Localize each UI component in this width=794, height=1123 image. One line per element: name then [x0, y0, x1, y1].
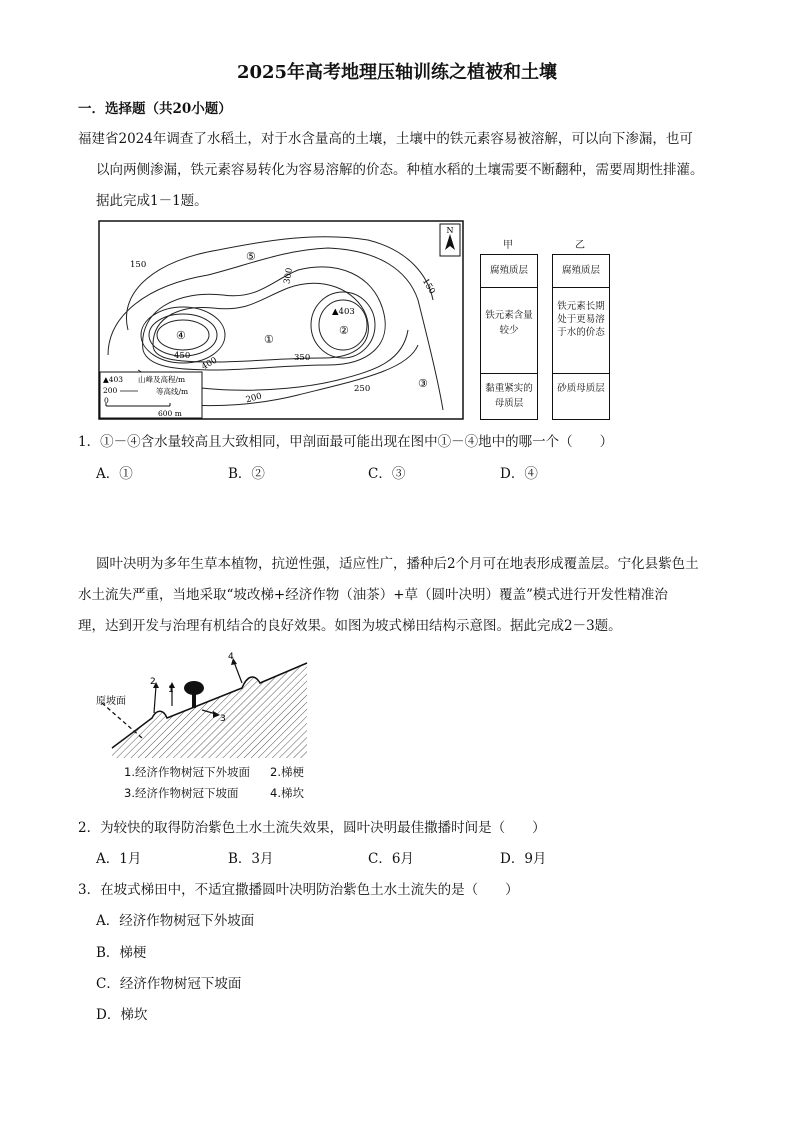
- profile-yi-layer-2: 铁元素长期处于更易溶于水的价态: [553, 288, 609, 374]
- slope-diagram: [92, 648, 312, 758]
- profile-jia-layer-3: 黏重紧实的母质层: [485, 383, 533, 409]
- north-label: N: [446, 226, 454, 235]
- slope-legend-1: 1.经济作物树冠下外坡面: [124, 765, 250, 779]
- passage-1-line-3: 据此完成1－1题。: [96, 193, 208, 209]
- question-1-stem: 1．①－④含水量较高且大致相同，甲剖面最可能出现在图中①－④地中的哪一个（ ）: [78, 434, 614, 450]
- contour-label: 200: [244, 391, 264, 406]
- question-3-option-c[interactable]: C．经济作物树冠下坡面: [96, 976, 242, 992]
- question-3-option-d[interactable]: D．梯坎: [96, 1007, 148, 1023]
- profile-jia-title: 甲: [503, 240, 513, 251]
- slope-legend-2: 2.梯梗: [270, 765, 304, 779]
- page-title: 2025年高考地理压轴训练之植被和土壤: [236, 62, 558, 83]
- question-2-option-b[interactable]: B．3月: [228, 851, 274, 867]
- area-marker-2: ②: [339, 324, 349, 337]
- question-2-stem: 2．为较快的取得防治紫色土水土流失效果，圆叶决明最佳撒播时间是（ ）: [78, 820, 546, 836]
- profile-jia-layer-2: 铁元素含量较少: [481, 288, 537, 374]
- contour-label: 400: [200, 355, 220, 373]
- question-1-option-d[interactable]: D．④: [500, 466, 538, 482]
- passage-1-line-1: 福建省2024年调查了水稻土，对于水含量高的土壤，土壤中的铁元素容易被溶解，可以向下渗漏，也可: [78, 131, 693, 147]
- profile-yi-layer-3: 砂质母质层: [557, 383, 605, 394]
- question-3-stem: 3．在坡式梯田中，不适宜撒播圆叶决明防治紫色土水土流失的是（ ）: [78, 882, 519, 898]
- profile-yi-title: 乙: [575, 240, 585, 251]
- passage-1-line-2: 以向两侧渗漏，铁元素容易转化为容易溶解的价态。种植水稻的土壤需要不断翻种，需要周期性排灌。: [96, 162, 704, 178]
- question-3-option-b[interactable]: B．梯梗: [96, 945, 147, 961]
- area-marker-4: ④: [176, 329, 186, 342]
- slope-legend-3: 3.经济作物树冠下坡面: [124, 786, 239, 800]
- contour-label: 300: [282, 267, 296, 285]
- contour-map: [98, 220, 464, 420]
- passage-2-line-3: 理，达到开发与治理有机结合的良好效果。如图为坡式梯田结构示意图。据此完成2－3题。: [78, 618, 622, 634]
- profile-jia-layer-1: 腐殖质层: [481, 255, 537, 288]
- question-2-option-d[interactable]: D．9月: [500, 851, 547, 867]
- legend-peak-label: 山峰及高程/m: [138, 375, 186, 384]
- passage-2-line-2: 水土流失严重，当地采取“坡改梯+经济作物（油茶）+草（圆叶决明）覆盖”模式进行开发性精准治: [78, 587, 668, 603]
- marker-1: 1: [168, 685, 174, 695]
- area-marker-3: ③: [418, 377, 428, 390]
- legend-scale-start: 0: [104, 396, 109, 405]
- question-2-option-a[interactable]: A．1月: [96, 851, 142, 867]
- contour-label: 150: [130, 260, 147, 270]
- question-2-option-c[interactable]: C．6月: [368, 851, 414, 867]
- contour-label: 350: [294, 353, 311, 363]
- contour-label: 250: [354, 384, 371, 394]
- profile-yi: [552, 254, 610, 420]
- legend-peak-symbol: ▲403: [103, 375, 124, 384]
- legend-contour-label: 等高线/m: [156, 387, 189, 396]
- slope-legend-4: 4.梯坎: [270, 786, 304, 800]
- profile-yi-layer-1: 腐殖质层: [553, 255, 609, 288]
- legend-contour-value: 200: [103, 386, 118, 395]
- marker-3: 3: [220, 714, 226, 724]
- question-1-option-a[interactable]: A．①: [96, 466, 133, 482]
- question-3-option-a[interactable]: A．经济作物树冠下外坡面: [96, 913, 255, 929]
- area-marker-1: ①: [264, 333, 274, 346]
- question-1-option-b[interactable]: B．②: [228, 466, 265, 482]
- contour-label: 450: [174, 351, 191, 361]
- profile-jia: [480, 254, 538, 420]
- peak-label: ▲403: [332, 307, 355, 317]
- section-heading: 一．选择题（共20小题）: [78, 101, 232, 117]
- contour-label: 150: [419, 277, 437, 297]
- marker-2: 2: [150, 677, 156, 687]
- area-marker-5: ⑤: [246, 250, 256, 263]
- passage-2-line-1: 圆叶决明为多年生草本植物，抗逆性强，适应性广，播种后2个月可在地表形成覆盖层。宁化县紫色土: [96, 556, 699, 572]
- original-slope-label: 原坡面: [96, 696, 126, 707]
- question-1-option-c[interactable]: C．③: [368, 466, 406, 482]
- legend-scale-end: 600 m: [158, 409, 182, 418]
- marker-4: 4: [228, 652, 234, 662]
- original-slope-line: [102, 703, 142, 738]
